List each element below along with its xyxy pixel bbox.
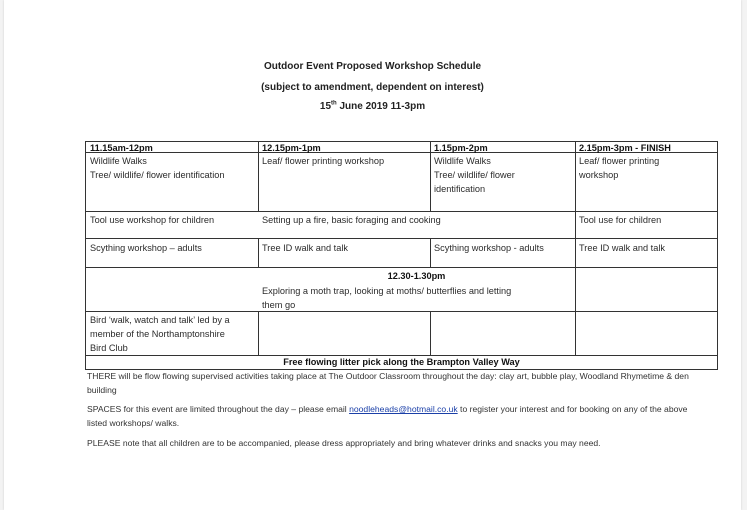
- document-page: [4, 0, 741, 510]
- table-rule: [85, 267, 718, 268]
- slot-time-4: 2.15pm-3pm - FINISH: [579, 143, 671, 153]
- note-booking-text-end: to register your interest and for booking on any of the above listed workshops/ walks.: [87, 404, 688, 428]
- table-rule: [85, 141, 86, 369]
- table-rule: [717, 141, 718, 369]
- activity-tree-id-2: Tree ID walk and talk: [579, 243, 665, 253]
- activity-fire-foraging: Setting up a fire, basic foraging and cooking: [262, 215, 441, 225]
- note-activities: THERE will be flow flowing supervised activities taking place at The Outdoor Classroom throughout the day: clay art, bubble play, Woodland Rhymetime & den building: [87, 371, 689, 395]
- event-date-day: 15: [319, 101, 332, 112]
- note-booking: [87, 402, 707, 430]
- note-children: PLEASE note that all children are to be accompanied, please dress appropriately and bring whatever drinks and snacks you may need.: [87, 438, 601, 448]
- event-date: [4, 101, 741, 112]
- table-rule: [85, 211, 718, 212]
- slot-activity-1: Wildlife Walks Tree/ wildlife/ flower identification: [90, 156, 225, 180]
- table-rule: [430, 311, 431, 355]
- activity-scything-2: Scything workshop - adults: [434, 243, 544, 253]
- email-link[interactable]: noodleheads@hotmail.co.uk: [349, 404, 458, 414]
- table-rule: [258, 141, 259, 211]
- slot-time-3: 1.15pm-2pm: [434, 143, 488, 153]
- activity-tool-use: Tool use workshop for children: [90, 215, 215, 225]
- litter-pick-activity: Free flowing litter pick along the Brampton Valley Way: [283, 357, 520, 367]
- slot-time-2: 12.15pm-1pm: [262, 143, 321, 153]
- activity-scything-1: Scything workshop – adults: [90, 243, 202, 253]
- table-rule: [575, 141, 576, 355]
- bird-walk-activity: Bird ‘walk, watch and talk’ led by a member of the Northamptonshire Bird Club: [90, 315, 230, 353]
- moth-trap-time: 12.30-1.30pm: [387, 271, 446, 281]
- document-title: Outdoor Event Proposed Workshop Schedule: [263, 61, 482, 72]
- activity-tree-id-1: Tree ID walk and talk: [262, 243, 348, 253]
- table-rule: [430, 141, 431, 211]
- slot-activity-3: Wildlife Walks Tree/ wildlife/ flower identification: [434, 156, 515, 194]
- event-date-suffix: th: [331, 100, 337, 107]
- table-rule: [258, 311, 259, 355]
- slot-activity-2: Leaf/ flower printing workshop: [262, 156, 385, 166]
- activity-tool-use-children: Tool use for children: [579, 215, 662, 225]
- slot-time-1: 11.15am-12pm: [90, 143, 153, 153]
- slot-activity-4: Leaf/ flower printing workshop: [579, 156, 660, 180]
- document-subtitle: (subject to amendment, dependent on interest): [261, 82, 484, 93]
- moth-trap-activity: Exploring a moth trap, looking at moths/ butterflies and letting them go: [262, 286, 512, 310]
- event-date-rest: June 2019 11-3pm: [336, 101, 426, 112]
- table-rule: [430, 238, 431, 267]
- table-rule: [258, 238, 259, 267]
- schedule-table: [85, 141, 718, 369]
- note-booking-text: SPACES for this event are limited throughout the day – please email: [87, 404, 350, 414]
- table-rule: [85, 238, 718, 239]
